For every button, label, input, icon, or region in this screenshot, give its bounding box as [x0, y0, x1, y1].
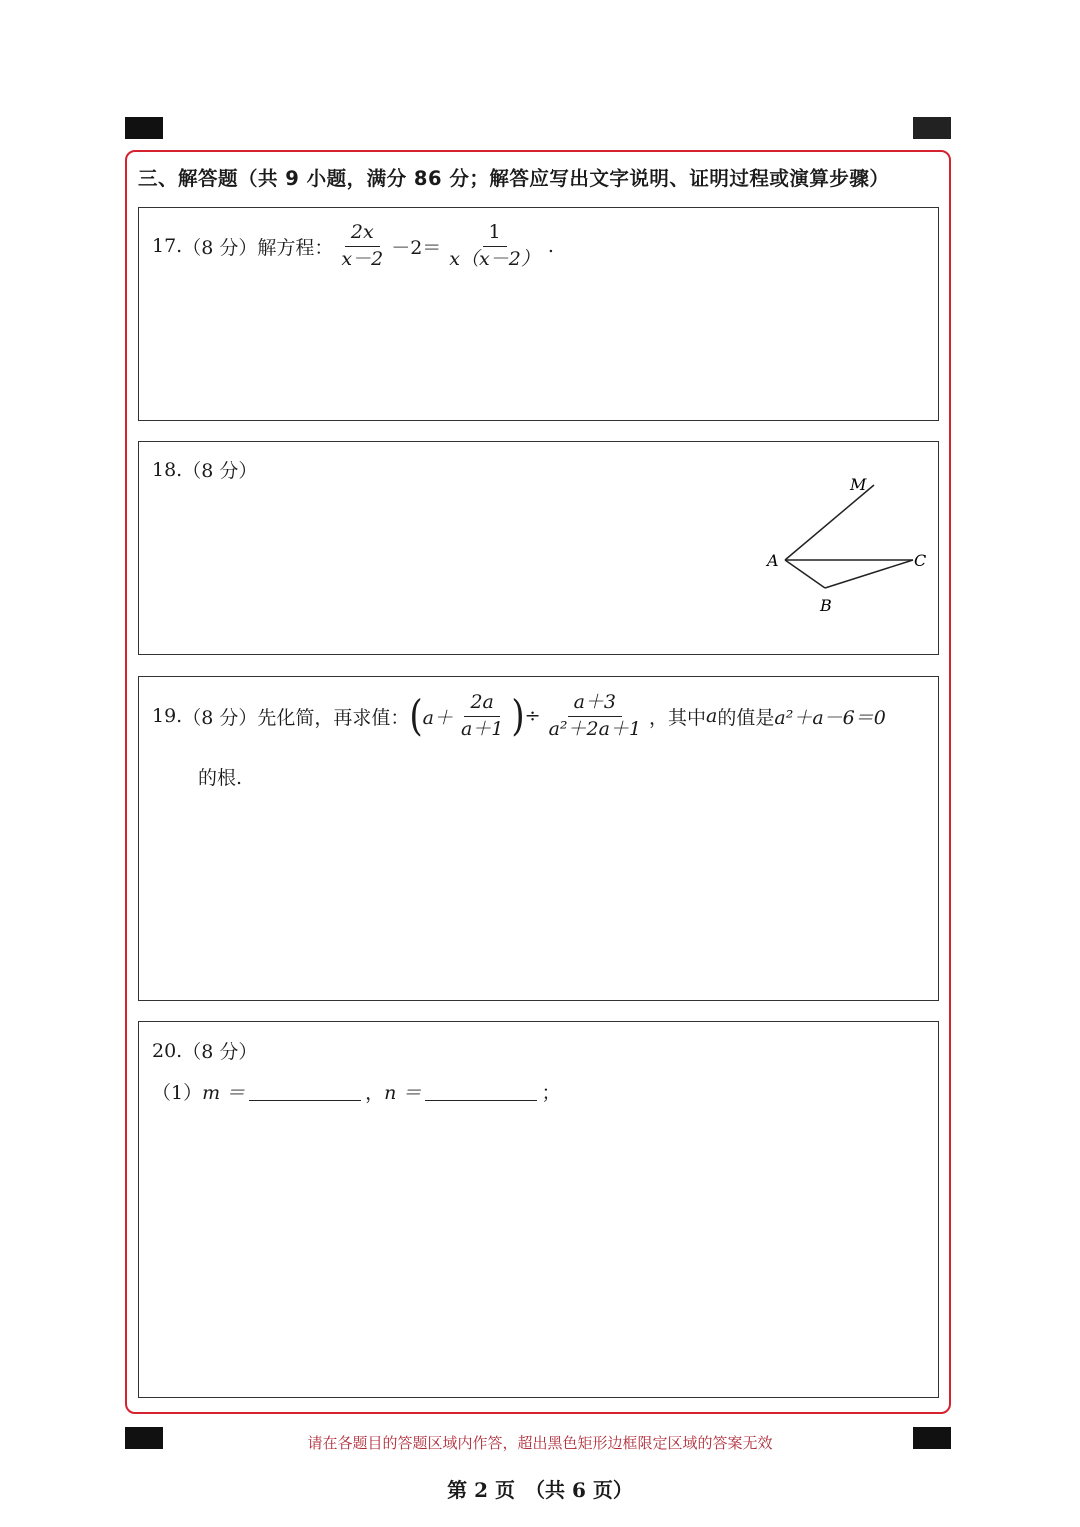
question-prompt: 解方程： [257, 236, 334, 259]
condition-equation: a²＋a－6＝0 [774, 706, 886, 729]
fraction-denominator: a²＋2a＋1 [548, 717, 642, 740]
part-label: （1） [152, 1082, 203, 1104]
segment-AB [785, 560, 825, 588]
geometry-figure [760, 468, 940, 618]
n-answer-blank[interactable] [425, 1082, 537, 1101]
fraction-numerator: a＋3 [568, 692, 622, 717]
registration-marker-top-left [125, 117, 163, 139]
right-parenthesis: ) [511, 691, 525, 742]
fraction-numerator: 2a [464, 692, 499, 717]
question-20 [152, 1037, 257, 1064]
question-prompt: 先化简，再求值： [257, 706, 410, 729]
fraction [455, 692, 509, 741]
question-tail: 的根. [198, 767, 243, 789]
label-M: M [850, 475, 867, 494]
question-18 [152, 456, 257, 483]
label-C: C [914, 551, 927, 570]
question-20-part1 [152, 1078, 560, 1105]
m-answer-blank[interactable] [249, 1082, 361, 1101]
question-19-continuation [198, 763, 242, 790]
equation-middle: －2＝ [391, 236, 442, 259]
question-points: （8 分） [182, 460, 258, 482]
question-number: 18. [152, 458, 183, 481]
separator: ， [365, 1082, 385, 1104]
footer-warning: 请在各题目的答题区域内作答，超出黑色矩形边框限定区域的答案无效 [307, 1434, 773, 1452]
question-number: 17. [152, 235, 183, 258]
question-points: （8 分） [182, 236, 258, 259]
fraction-denominator: x－2 [341, 247, 384, 270]
section-title: 三、解答题（共 9 小题，满分 86 分；解答应写出文字说明、证明过程或演算步骤） [138, 167, 890, 190]
part-end: ； [541, 1082, 561, 1104]
m-label: m ＝ [202, 1082, 246, 1104]
equation-end: . [547, 235, 554, 258]
fraction-numerator: 1 [483, 222, 507, 247]
fraction [443, 222, 546, 271]
page-number: 第 2 页 （共 6 页） [447, 1478, 633, 1502]
question-number: 19. [152, 705, 183, 728]
question-points: （8 分） [182, 1041, 258, 1063]
divide-sign: ÷ [524, 705, 541, 728]
question-number: 20. [152, 1039, 183, 1062]
fraction [335, 222, 389, 271]
label-A: A [767, 551, 779, 570]
fraction-numerator: 2x [345, 222, 380, 247]
question-17 [152, 222, 554, 271]
question-points: （8 分） [182, 706, 258, 729]
fraction [543, 692, 647, 741]
fraction-denominator: x（x－2） [449, 247, 540, 270]
condition-variable: a [706, 705, 718, 728]
condition-prefix: ，其中 [649, 706, 707, 729]
registration-marker-top-right [913, 117, 951, 139]
n-label: n ＝ [384, 1082, 422, 1104]
condition-middle: 的值是 [717, 706, 775, 729]
left-parenthesis: ( [409, 691, 423, 742]
expression-term: a＋ [422, 706, 453, 729]
segment-BC [825, 560, 913, 588]
fraction-denominator: a＋1 [460, 717, 504, 740]
ray-AM [785, 485, 874, 560]
question-19 [152, 692, 886, 741]
label-B: B [820, 596, 832, 615]
